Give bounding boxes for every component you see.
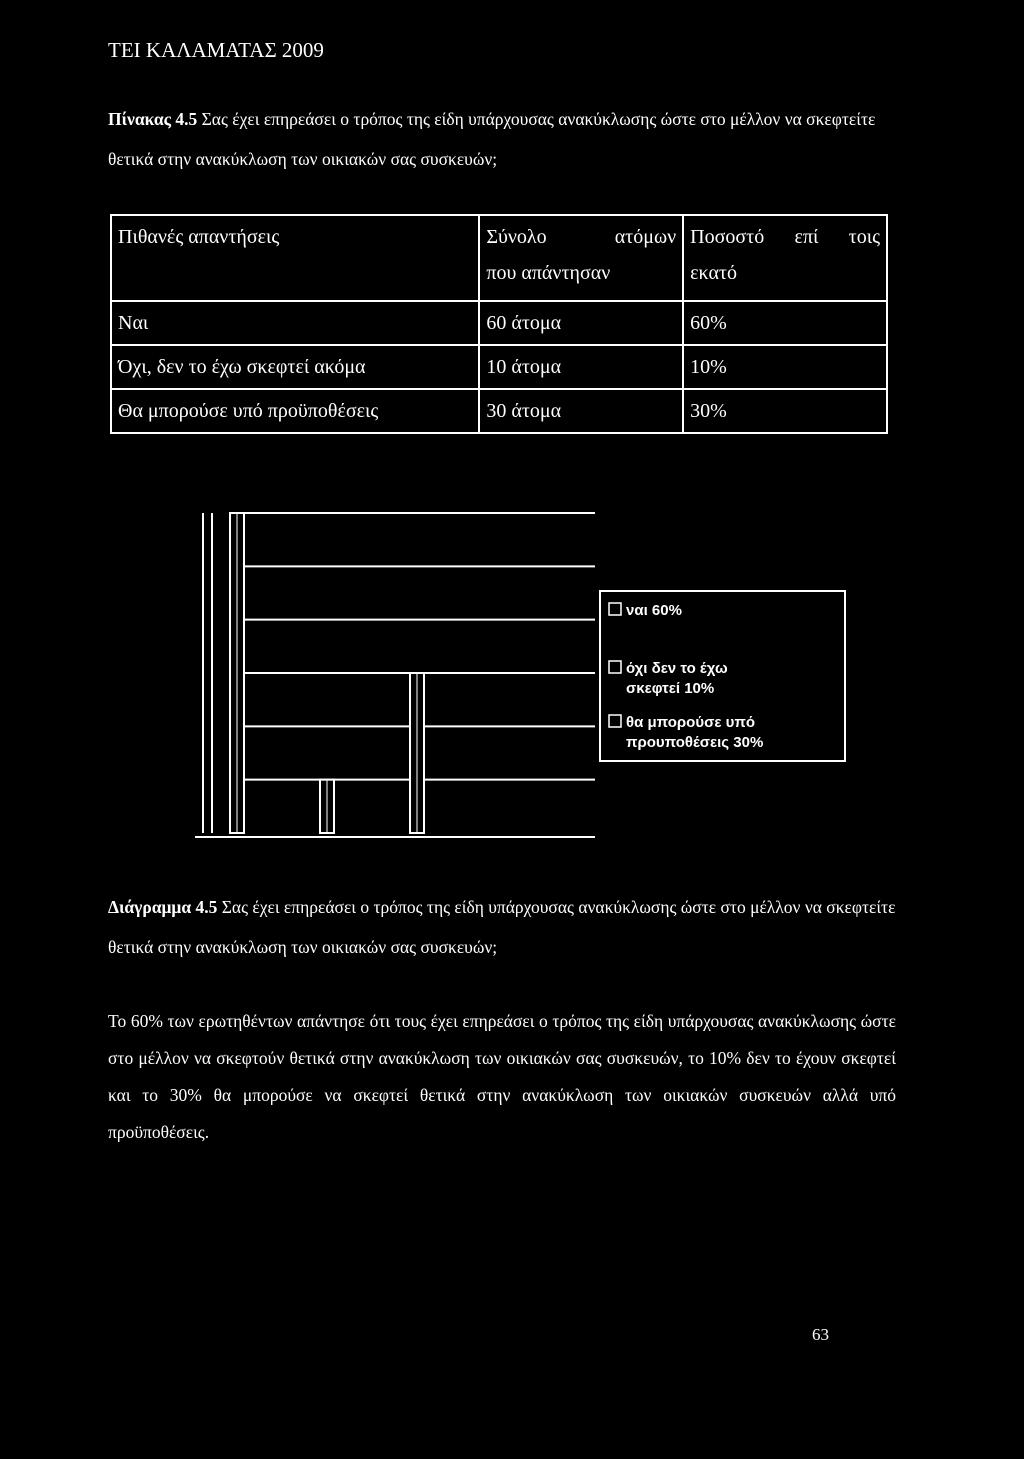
header-total-c: που απάντησαν <box>486 262 611 284</box>
legend-label: προυποθέσεις 30% <box>626 734 764 751</box>
legend-label: θα μπορούσε υπό <box>626 714 756 731</box>
cell-percent: 30% <box>683 389 887 433</box>
header-answers: Πιθανές απαντήσεις <box>111 215 479 301</box>
cell-count: 30 άτομα <box>479 389 683 433</box>
legend-label: όχι δεν το έχω <box>626 660 728 677</box>
cell-answer: Θα μπορούσε υπό προϋποθέσεις <box>111 389 479 433</box>
table-header-row <box>111 215 887 301</box>
table-caption-text: Σας έχει επηρεάσει ο τρόπος της είδη υπάρχουσας ανακύκλωσης ώστε στο μέλλον να σκεφτείτε θετικά στην ανακύκλωση των οικιακών σας συσκευών; <box>108 109 876 169</box>
table-caption <box>108 99 898 179</box>
cell-count: 60 άτομα <box>479 301 683 345</box>
header-percent-a: Ποσοστό <box>690 226 765 248</box>
responses-table <box>110 214 888 434</box>
table-row <box>111 345 887 389</box>
summary-paragraph: Το 60% των ερωτηθέντων απάντησε ότι τους έχει επηρεάσει ο τρόπος της είδη υπάρχουσας ανακύκλωσης ώστε στο μέλλον να σκεφτούν θετικά στην ανακύκλωση των οικιακών σας συσκευών, το 10% δεν το έχουν σκεφτεί και το 30% θα μπορούσε να σκεφτεί θετικά στην ανακύκλωση των οικιακών συσκευών αλλά υπό προϋποθέσεις. <box>108 1011 896 1142</box>
chart-axis <box>195 513 595 837</box>
header-total-b: ατόμων <box>614 226 677 248</box>
chart-legend <box>600 591 845 761</box>
chart-caption-text: Σας έχει επηρεάσει ο τρόπος της είδη υπάρχουσας ανακύκλωσης ώστε στο μέλλον να σκεφτείτε θετικά στην ανακύκλωση των οικιακών σας συσκευών; <box>108 897 896 957</box>
chart-caption <box>108 887 898 967</box>
table-caption-label: Πίνακας 4.5 <box>108 109 198 129</box>
header-percent-d: εκατό <box>690 262 737 284</box>
cell-answer: Όχι, δεν το έχω σκεφτεί ακόμα <box>111 345 479 389</box>
cell-percent: 10% <box>683 345 887 389</box>
cell-percent: 60% <box>683 301 887 345</box>
cell-answer: Ναι <box>111 301 479 345</box>
header-total-a: Σύνολο <box>486 226 547 248</box>
cell-count: 10 άτομα <box>479 345 683 389</box>
legend-label: ναι 60% <box>626 602 682 619</box>
header-percent-c: τοις <box>848 226 880 248</box>
header-percent-b: επί <box>794 226 819 248</box>
table-row <box>111 301 887 345</box>
header-total <box>479 215 683 301</box>
page-header: ΤΕΙ ΚΑΛΑΜΑΤΑΣ 2009 <box>108 38 324 62</box>
header-percent <box>683 215 887 301</box>
bar-chart <box>195 503 855 853</box>
page-number: 63 <box>812 1325 829 1344</box>
table-row <box>111 389 887 433</box>
legend-label: σκεφτεί 10% <box>626 680 715 697</box>
chart-caption-label: Διάγραμμα 4.5 <box>108 897 218 917</box>
